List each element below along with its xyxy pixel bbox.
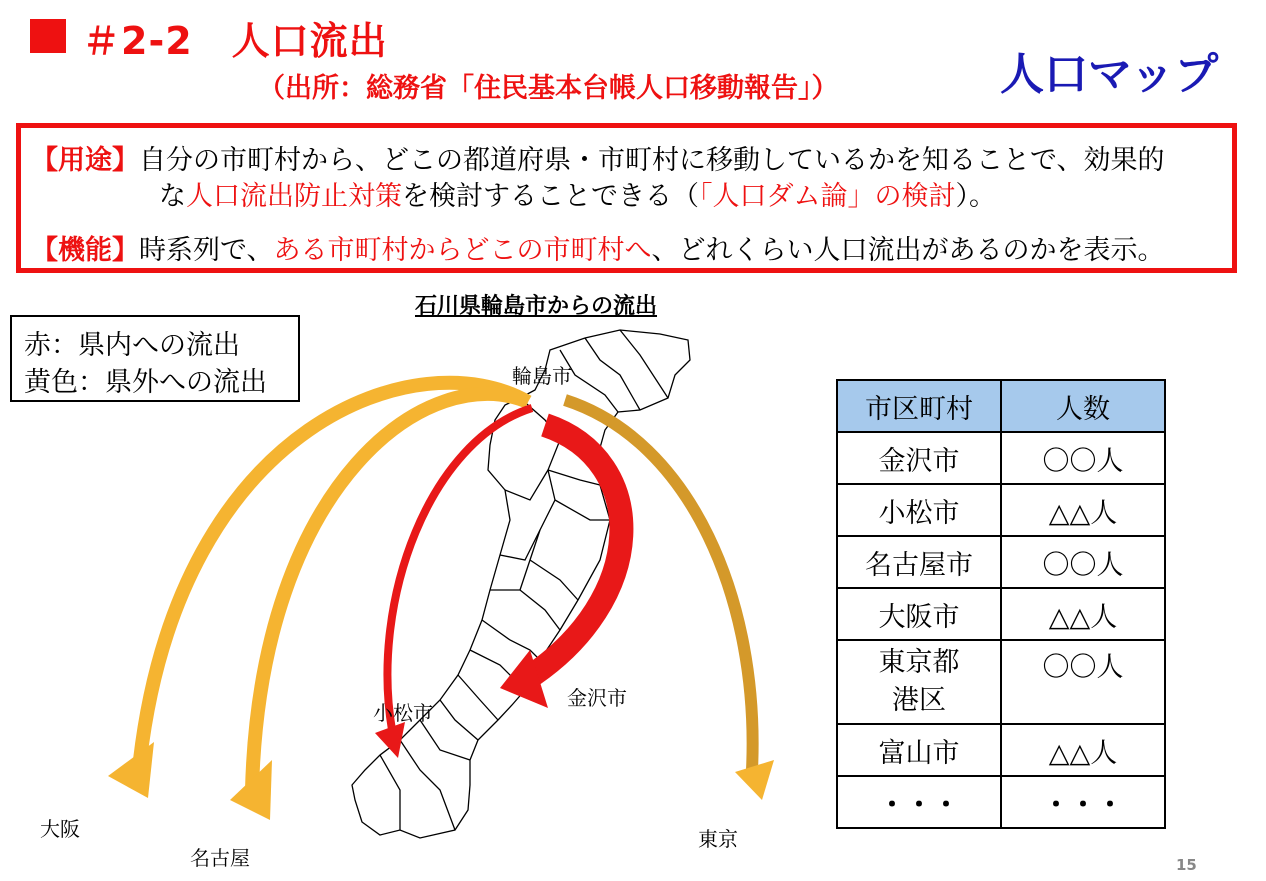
outflow-table (836, 379, 1166, 829)
table-row (837, 640, 1165, 724)
table-header-row (837, 380, 1165, 432)
cell-municipality: 名古屋市 (837, 536, 1001, 588)
use-text-1: 自分の市町村から、どこの都道府県・市町村に移動しているかを知ることで、効果的 (139, 145, 1165, 176)
page-number: 15 (1176, 856, 1197, 874)
header-municipality: 市区町村 (837, 380, 1001, 432)
section-label: 人口マップ (1000, 49, 1219, 100)
use-text-2b: 人口流出防止対策 (186, 181, 402, 212)
info-box (16, 123, 1237, 273)
label-osaka: 大阪 (40, 817, 80, 841)
use-text-2d: 「人口ダム論」の検討 (699, 181, 956, 212)
function-line (31, 228, 1164, 267)
cell-count: 〇〇人 (1001, 432, 1165, 484)
use-line-2 (159, 174, 996, 213)
use-text-2e: ）。 (955, 181, 996, 212)
header-count: 人数 (1001, 380, 1165, 432)
legend-red: 赤：県内への流出 (24, 330, 240, 361)
label-tokyo: 東京 (698, 827, 738, 851)
table-row (837, 484, 1165, 536)
legend-yellow: 黄色：県外への流出 (24, 367, 267, 398)
arrow-head-tokyo (735, 760, 774, 800)
legend-box (10, 315, 300, 402)
map-title: 石川県輪島市からの流出 (415, 294, 658, 319)
cell-municipality: 富山市 (837, 724, 1001, 776)
function-text-c: 、どれくらい人口流出があるのかを表示。 (651, 235, 1165, 266)
use-tag: 【用途】 (31, 145, 139, 176)
cell-municipality: ・・・ (837, 776, 1001, 828)
cell-municipality: 金沢市 (837, 432, 1001, 484)
cell-count: △△人 (1001, 724, 1165, 776)
title-square-icon (30, 19, 66, 53)
table-row (837, 536, 1165, 588)
cell-municipality: 大阪市 (837, 588, 1001, 640)
arrow-head-osaka (108, 742, 154, 798)
cell-count: △△人 (1001, 588, 1165, 640)
cell-municipality: 東京都 港区 (837, 640, 1001, 724)
cell-count: ・・・ (1001, 776, 1165, 828)
table-row (837, 724, 1165, 776)
cell-count: △△人 (1001, 484, 1165, 536)
function-text-b: ある市町村からどこの市町村へ (273, 235, 652, 266)
label-nagoya: 名古屋 (190, 846, 250, 870)
use-line-1 (31, 138, 1164, 177)
table-row (837, 432, 1165, 484)
cell-count: 〇〇人 (1001, 640, 1165, 724)
use-text-2a: な (159, 181, 186, 212)
label-komatsu: 小松市 (373, 701, 433, 725)
table-row (837, 588, 1165, 640)
cell-municipality: 小松市 (837, 484, 1001, 536)
table-row (837, 776, 1165, 828)
function-tag: 【機能】 (31, 235, 139, 266)
function-text-a: 時系列で、 (139, 235, 274, 266)
use-text-2c: を検討することできる（ (402, 181, 699, 212)
source-note: （出所：総務省「住民基本台帳人口移動報告」） (258, 73, 839, 104)
label-kanazawa: 金沢市 (567, 686, 627, 710)
cell-count: 〇〇人 (1001, 536, 1165, 588)
label-wajima: 輪島市 (512, 364, 572, 388)
page-title: ＃2-2 人口流出 (82, 19, 388, 63)
